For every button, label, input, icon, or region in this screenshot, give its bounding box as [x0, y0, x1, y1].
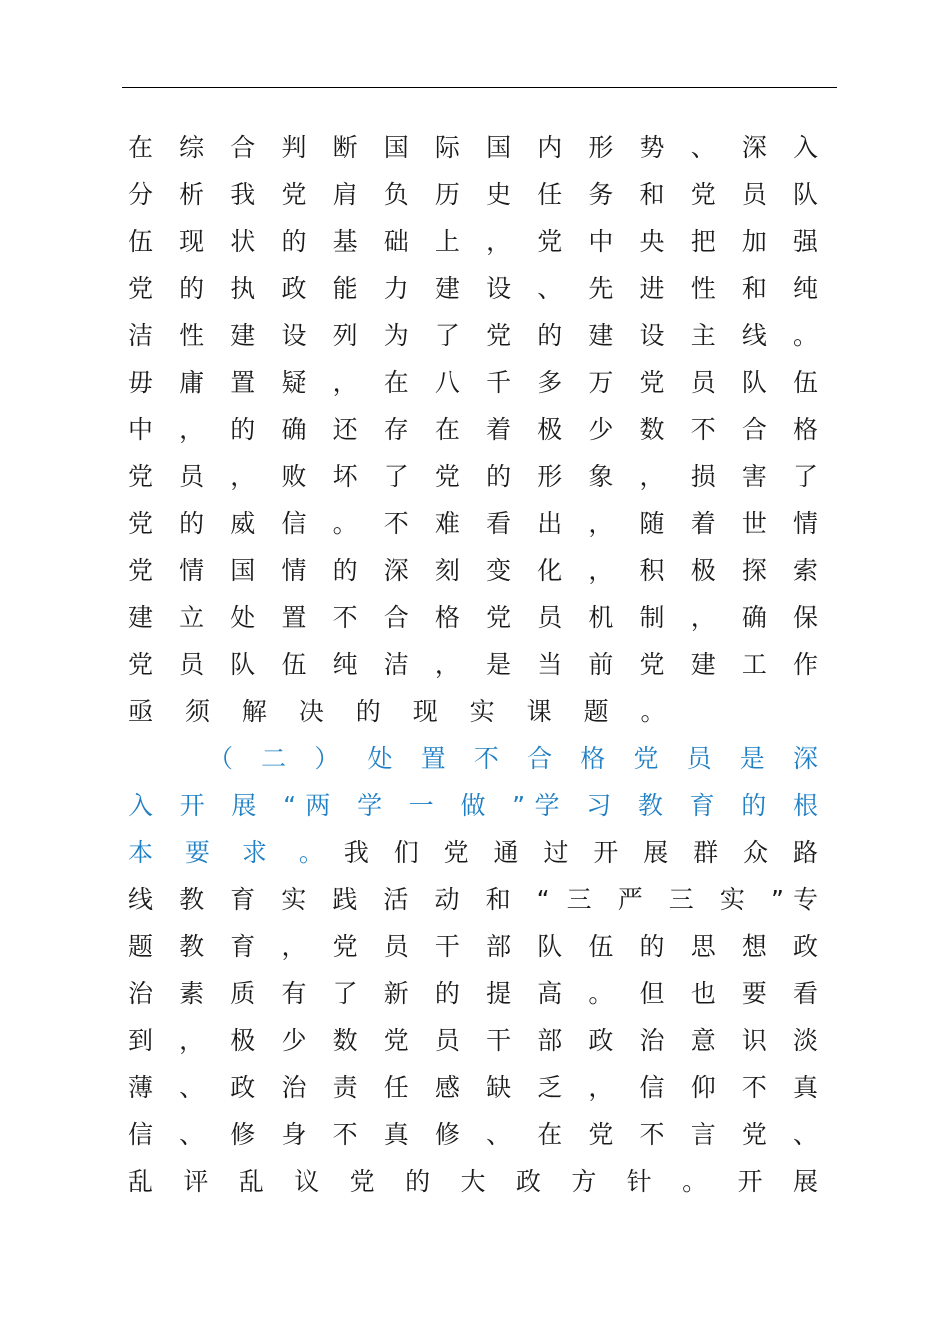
section-heading-line: （ 二 ） 处 置 不 合 格 党 员 是 深 — [208, 744, 818, 773]
document-body — [128, 124, 818, 1205]
body-line: 党 情 国 情 的 深 刻 变 化 ， 积 极 探 索 — [128, 556, 818, 585]
body-line: 在 综 合 判 断 国 际 国 内 形 势 、 深 入 — [128, 133, 818, 162]
body-line: 党 员 ， 败 坏 了 党 的 形 象 ， 损 害 了 — [128, 462, 818, 491]
body-line: 党 的 威 信 。 不 难 看 出 ， 随 着 世 情 — [128, 509, 818, 538]
body-line: 毋 庸 置 疑 ， 在 八 千 多 万 党 员 队 伍 — [128, 368, 818, 397]
body-line: 治 素 质 有 了 新 的 提 高 。 但 也 要 看 — [128, 979, 818, 1008]
section-heading-mixed-line — [128, 829, 818, 876]
section-heading-line: 入 开 展 “两 学 一 做 ”学 习 教 育 的 根 — [128, 791, 818, 820]
body-line-last: 亟 须 解 决 的 现 实 课 题 。 — [128, 697, 666, 726]
body-line: 薄 、 政 治 责 任 感 缺 乏 ， 信 仰 不 真 — [128, 1073, 818, 1102]
body-line: 洁 性 建 设 列 为 了 党 的 建 设 主 线 。 — [128, 321, 818, 350]
body-line: 到 ， 极 少 数 党 员 干 部 政 治 意 识 淡 — [128, 1026, 818, 1055]
section-heading-end: 本 要 求 。 — [128, 838, 324, 867]
body-line: 伍 现 状 的 基 础 上 ， 党 中 央 把 加 强 — [128, 227, 818, 256]
body-line: 信 、 修 身 不 真 修 、 在 党 不 言 党 、 — [128, 1120, 818, 1149]
body-line: 题 教 育 ， 党 员 干 部 队 伍 的 思 想 政 — [128, 932, 818, 961]
header-rule — [122, 87, 837, 88]
body-line: 建 立 处 置 不 合 格 党 员 机 制 ， 确 保 — [128, 603, 818, 632]
body-line: 党 的 执 政 能 力 建 设 、 先 进 性 和 纯 — [128, 274, 818, 303]
body-line: 党 员 队 伍 纯 洁 ， 是 当 前 党 建 工 作 — [128, 650, 818, 679]
body-line: 中 ， 的 确 还 存 在 着 极 少 数 不 合 格 — [128, 415, 818, 444]
body-line: 线 教 育 实 践 活 动 和 “ 三 严 三 实 ”专 — [128, 885, 818, 914]
body-line: 分 析 我 党 肩 负 历 史 任 务 和 党 员 队 — [128, 180, 818, 209]
body-line: 乱 评 乱 议 党 的 大 政 方 针 。 开 展 — [128, 1167, 818, 1196]
body-text-start: 我 们 党 通 过 开 展 群 众 路 — [343, 838, 818, 867]
